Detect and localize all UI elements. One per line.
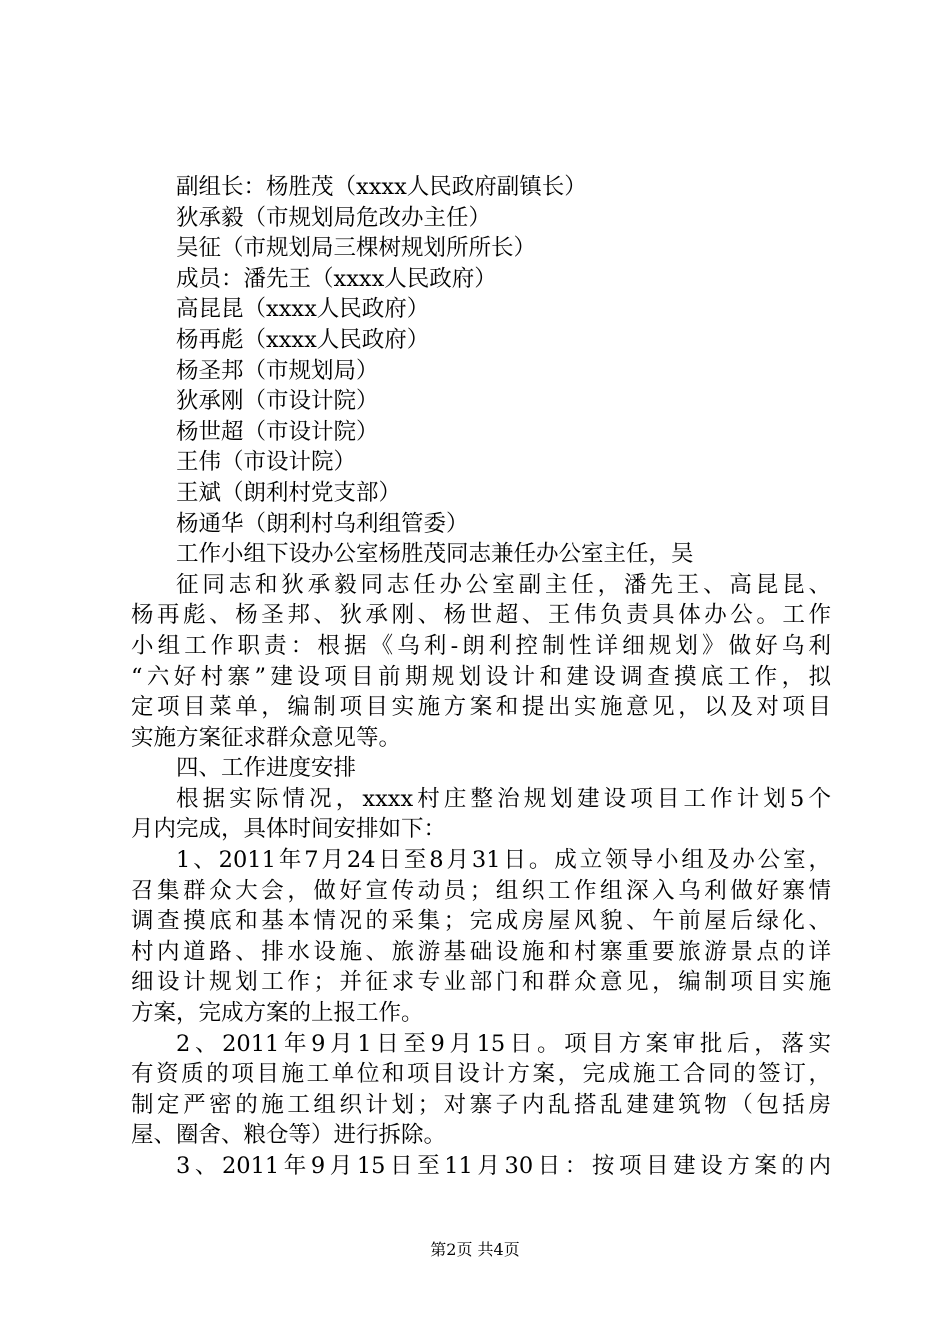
text-line: “六好村寨”建设项目前期规划设计和建设调查摸底工作，拟 [131,663,831,690]
text-line: 王斌（朗利村党支部） [176,479,402,506]
text-line: 高昆昆（xxxx人民政府） [176,296,430,323]
text-line: 村内道路、排水设施、旅游基础设施和村寨重要旅游景点的详 [131,938,831,965]
text-line: 王伟（市设计院） [176,449,357,476]
text-line: 调查摸底和基本情况的采集；完成房屋风貌、午前屋后绿化、 [131,908,831,935]
section-heading: 四、工作进度安排 [176,755,357,782]
text-line: 小组工作职责：根据《乌利-朗利控制性详细规划》做好乌利 [131,632,831,659]
page-footer: 第2页 共4页 [430,1240,520,1259]
text-line: 副组长：杨胜茂（xxxx人民政府副镇长） [176,174,587,200]
text-line: 1、2011年7月24日至8月31日。成立领导小组及办公室， [176,847,831,874]
text-line: 工作小组下设办公室杨胜茂同志兼任办公室主任，吴 [176,541,694,568]
text-line: 定项目菜单，编制项目实施方案和提出实施意见，以及对项目 [131,694,831,721]
text-line: 召集群众大会，做好宣传动员；组织工作组深入乌利做好寨情 [131,877,831,904]
text-line: 成员：潘先王（xxxx人民政府） [176,265,497,292]
text-line: 根据实际情况，xxxx村庄整治规划建设项目工作计划5个 [176,785,831,812]
text-line: 屋、圈舍、粮仓等）进行拆除。 [131,1122,447,1149]
text-line: 杨圣邦（市规划局） [176,357,379,384]
text-line: 2、2011年9月1日至9月15日。项目方案审批后，落实 [176,1030,831,1057]
text-line: 杨再彪（xxxx人民政府） [176,326,430,353]
text-line: 3、2011年9月15日至11月30日：按项目建设方案的内 [176,1153,831,1179]
text-line: 征同志和狄承毅同志任办公室副主任，潘先王、高昆昆、 [176,571,831,598]
text-line: 杨世超（市设计院） [176,418,379,445]
text-line: 狄承毅（市规划局危改办主任） [176,204,492,231]
text-line: 细设计规划工作；并征求专业部门和群众意见，编制项目实施 [131,969,831,996]
text-line: 月内完成，具体时间安排如下： [131,816,447,843]
document-body [131,172,831,1182]
text-line: 实施方案征求群众意见等。 [131,724,402,751]
text-line: 杨再彪、杨圣邦、狄承刚、杨世超、王伟负责具体办公。工作 [131,602,831,629]
text-line: 吴征（市规划局三棵树规划所所长） [176,235,537,262]
text-line: 制定严密的施工组织计划；对寨子内乱搭乱建建筑物（包括房 [131,1091,831,1118]
text-line: 有资质的项目施工单位和项目设计方案，完成施工合同的签订， [131,1061,831,1088]
text-line: 狄承刚（市设计院） [176,388,379,415]
text-line: 方案，完成方案的上报工作。 [131,1000,424,1027]
text-line: 杨通华（朗利村乌利组管委） [176,510,469,537]
